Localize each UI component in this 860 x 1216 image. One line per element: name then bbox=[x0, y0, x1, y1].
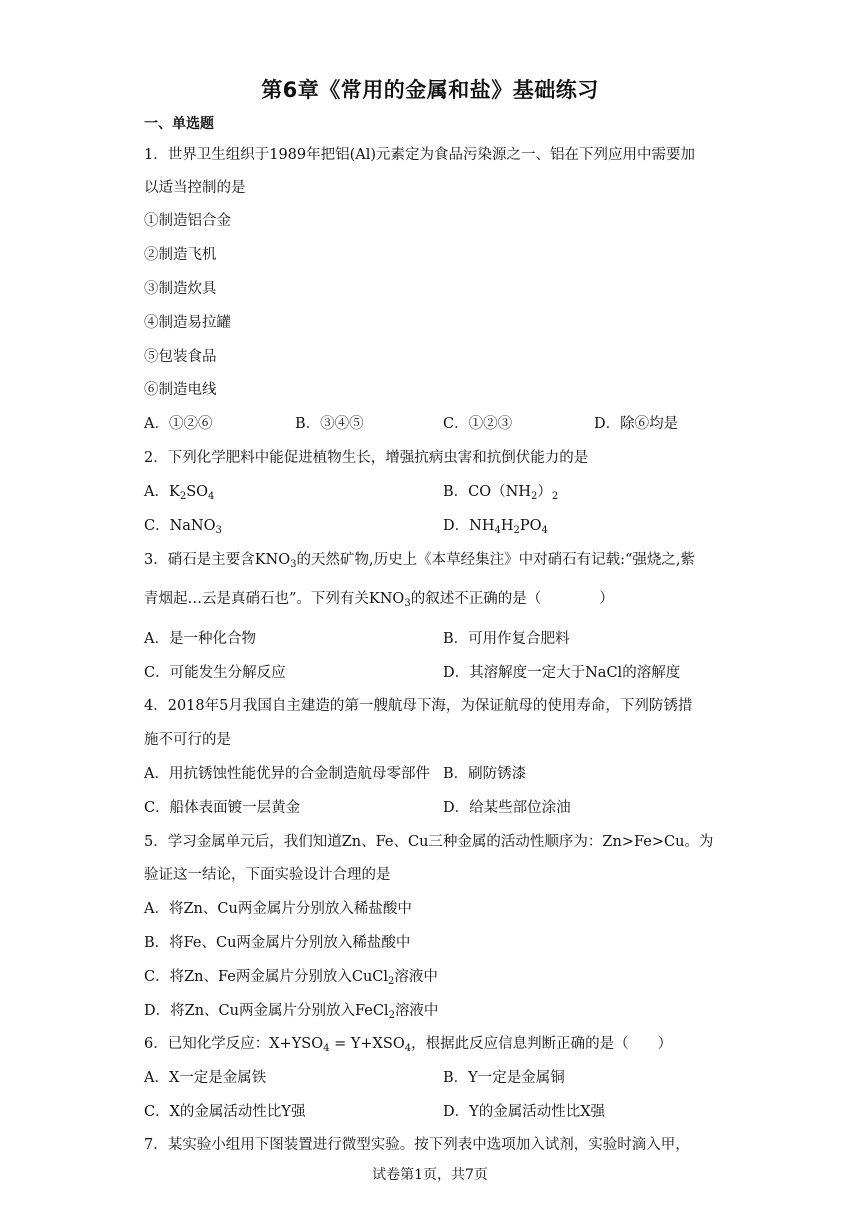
q7-stem-line1: 7．某实验小组用下图装置进行微型实验。按下列表中选项加入试剂，实验时滴入甲， bbox=[144, 1137, 690, 1153]
page-title: 第6章《常用的金属和盐》基础练习 bbox=[261, 78, 599, 102]
q2-stem: 2．下列化学肥料中能促进植物生长，增强抗病虫害和抗倒伏能力的是 bbox=[144, 450, 589, 466]
q5-option-a[interactable]: A．将Zn、Cu两金属片分别放入稀盐酸中 bbox=[144, 901, 412, 917]
q4-option-c[interactable]: C．船体表面镀一层黄金 bbox=[144, 800, 301, 816]
q1-stem-line1: 1．世界卫生组织于1989年把铝(Al)元素定为食品污染源之一、铝在下列应用中需要加 bbox=[144, 147, 696, 163]
q2-option-b[interactable]: B．$CO(NH_2)_2$ bbox=[443, 484, 559, 502]
q5-stem-line1: 5．学习金属单元后，我们知道Zn、Fe、Cu三种金属的活动性顺序为：Zn>Fe>Cu。为 bbox=[144, 834, 714, 850]
q1-item: ⑥制造电线 bbox=[144, 382, 217, 398]
q2-option-a[interactable]: A．$K_2SO_4$ bbox=[144, 484, 215, 502]
q1-item: ④制造易拉罐 bbox=[144, 315, 231, 331]
q4-option-a[interactable]: A．用抗锈蚀性能优异的合金制造航母零部件 bbox=[144, 766, 430, 782]
q4-stem-line2: 施不可行的是 bbox=[144, 732, 231, 748]
page-footer: 试卷第1页，共7页 bbox=[372, 1167, 488, 1183]
q4-option-d[interactable]: D．给某些部位涂油 bbox=[443, 800, 571, 816]
q3-option-c[interactable]: C．可能发生分解反应 bbox=[144, 665, 286, 681]
section-heading: 一、单选题 bbox=[144, 116, 214, 132]
q1-option-a[interactable]: A．①②⑥ bbox=[144, 416, 213, 432]
q5-option-d[interactable]: D．将Zn、Cu两金属片分别放入FeCl$_2$溶液中 bbox=[144, 1003, 439, 1021]
q4-stem-line1: 4．2018年5月我国自主建造的第一艘航母下海，为保证航母的使用寿命，下列防锈措 bbox=[144, 698, 693, 714]
q1-stem-line2: 以适当控制的是 bbox=[144, 180, 246, 196]
q6-option-a[interactable]: A．X一定是金属铁 bbox=[144, 1070, 267, 1086]
q3-stem-line1: 3．硝石是主要含$KNO_3$的天然矿物,历史上《本草经集注》中对硝石有记载:“强烧之,紫 bbox=[144, 552, 696, 570]
q1-item: ⑤包装食品 bbox=[144, 349, 217, 365]
q1-item: ①制造铝合金 bbox=[144, 213, 231, 229]
q1-item: ③制造炊具 bbox=[144, 281, 217, 297]
q4-option-b[interactable]: B．刷防锈漆 bbox=[443, 766, 527, 782]
q1-option-b[interactable]: B．③④⑤ bbox=[295, 416, 364, 432]
q1-option-c[interactable]: C．①②③ bbox=[443, 416, 513, 432]
q3-option-a[interactable]: A．是一种化合物 bbox=[144, 631, 256, 647]
q5-option-b[interactable]: B．将Fe、Cu两金属片分别放入稀盐酸中 bbox=[144, 935, 411, 951]
q3-option-b[interactable]: B．可用作复合肥料 bbox=[443, 631, 570, 647]
q5-option-c[interactable]: C．将Zn、Fe两金属片分别放入CuCl$_2$溶液中 bbox=[144, 969, 438, 987]
q2-option-c[interactable]: C．NaNO$_3$ bbox=[144, 518, 222, 536]
q5-stem-line2: 验证这一结论，下面实验设计合理的是 bbox=[144, 867, 391, 883]
q6-option-c[interactable]: C．X的金属活动性比Y强 bbox=[144, 1104, 306, 1120]
q3-stem-line2: 青烟起…云是真硝石也”。下列有关$KNO_3$的叙述不正确的是（ ） bbox=[144, 591, 614, 609]
q6-stem: 6．已知化学反应：$X+YSO_4 = Y+XSO_4$，根据此反应信息判断正确的是（ ） bbox=[144, 1036, 673, 1054]
q1-option-d[interactable]: D．除⑥均是 bbox=[594, 416, 679, 432]
q2-option-d[interactable]: D．$NH_4H_2PO_4$ bbox=[443, 518, 548, 536]
q6-option-d[interactable]: D．Y的金属活动性比X强 bbox=[443, 1104, 606, 1120]
q3-option-d[interactable]: D．其溶解度一定大于NaCl的溶解度 bbox=[443, 665, 681, 681]
q1-item: ②制造飞机 bbox=[144, 247, 217, 263]
q6-option-b[interactable]: B．Y一定是金属铜 bbox=[443, 1070, 565, 1086]
